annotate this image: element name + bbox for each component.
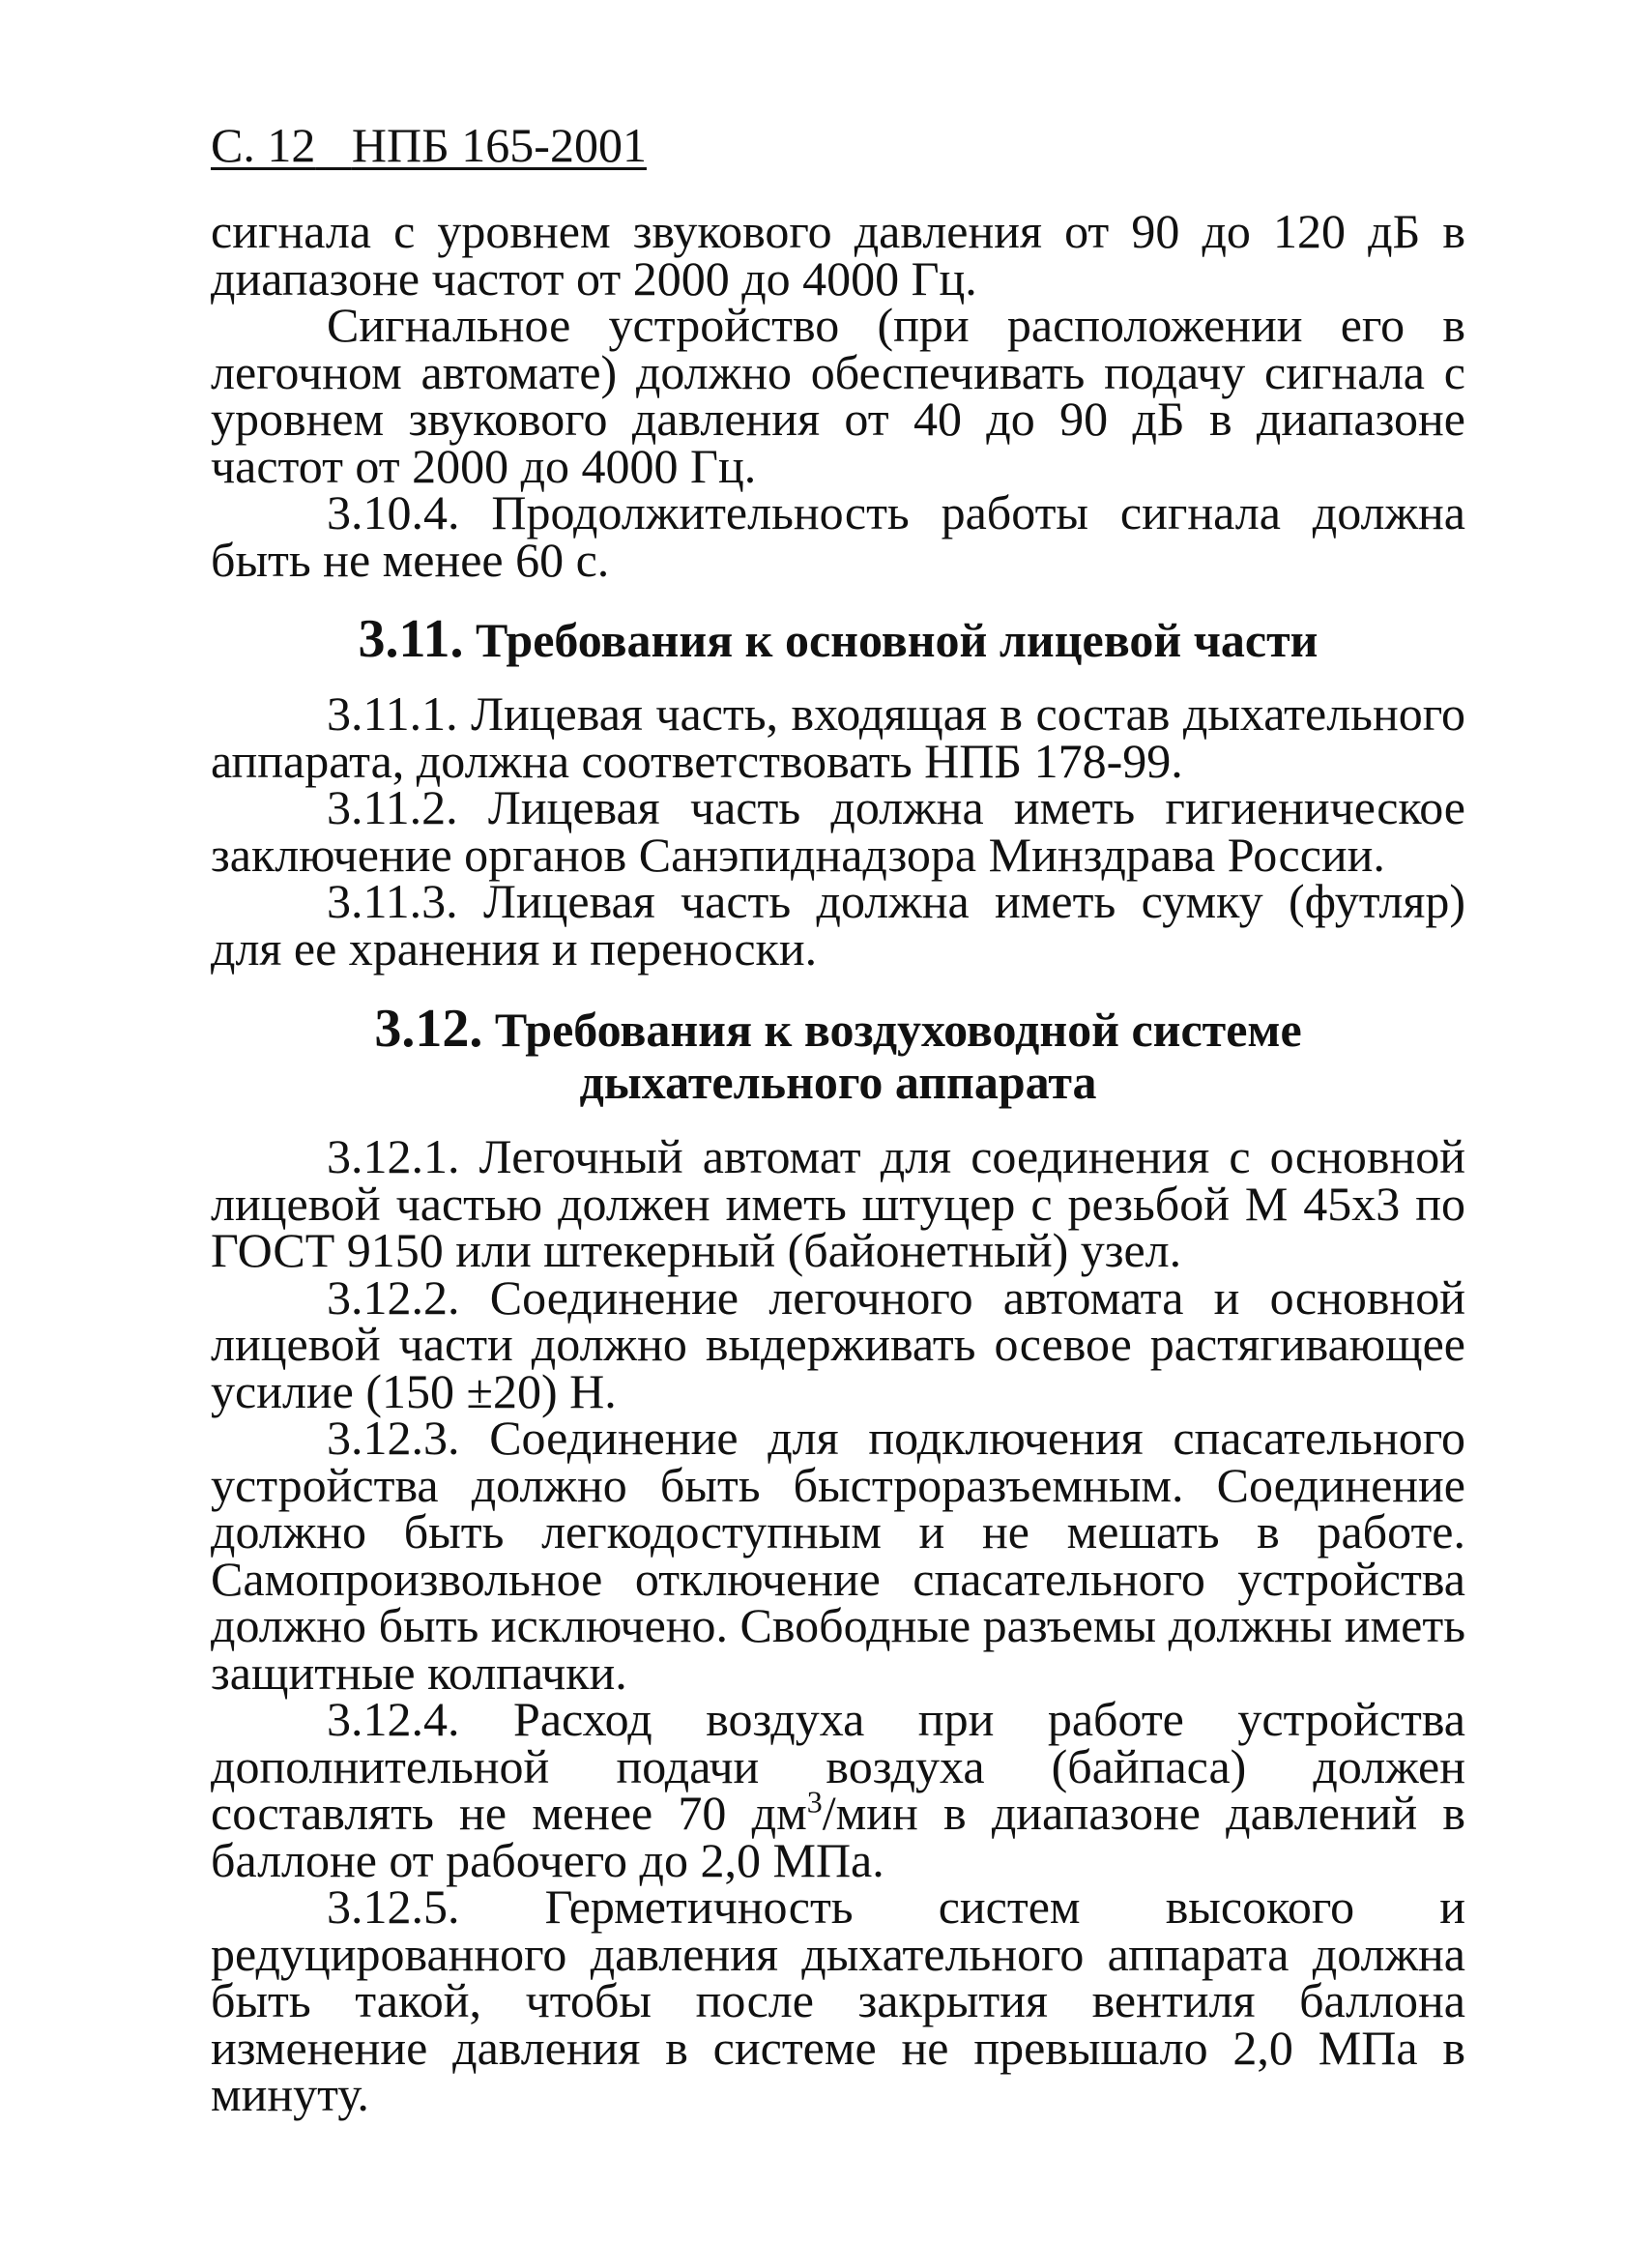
paragraph-3-12-4-text-end: /мин в диапазоне давлений в баллоне от рабочего до 2,0 МПа. bbox=[211, 1786, 1465, 1887]
paragraph-3-12-5: 3.12.5. Герметичность систем высокого и редуцированного давления дыхательного аппарата должна быть такой, чтобы после закрытия вентиля баллона изменение давления в системе не превышало 2,0 МПа в минуту. bbox=[211, 1879, 1465, 2121]
superscript-exponent: 3 bbox=[806, 1784, 823, 1820]
paragraph-3-11-2: 3.11.2. Лицевая часть должна иметь гигиеническое заключение органов Санэпиднадзора Минздрава России. bbox=[211, 780, 1465, 882]
section-heading-3-11 bbox=[211, 609, 1465, 669]
paragraph-3-10-4: 3.10.4. Продолжительность работы сигнала должна быть не менее 60 с. bbox=[211, 485, 1465, 587]
paragraph-3-12-4 bbox=[211, 1692, 1465, 1887]
section-title-line2: дыхательного аппарата bbox=[579, 1055, 1097, 1109]
section-heading-3-12 bbox=[211, 999, 1465, 1109]
page-number: С. 12 bbox=[211, 118, 316, 172]
section-number: 3.11. bbox=[358, 609, 464, 669]
paragraph-3-12-2: 3.12.2. Соединение легочного автомата и основной лицевой части должно выдерживать осевое растягивающее усилие (150 ±20) Н. bbox=[211, 1269, 1465, 1418]
paragraph-3-11-1: 3.11.1. Лицевая часть, входящая в состав дыхательного аппарата, должна соответствовать НПБ 178-99. bbox=[211, 686, 1465, 788]
page-header bbox=[211, 116, 647, 174]
paragraph-signal-device: Сигнальное устройство (при расположении его в легочном автомате) должно обеспечивать подачу сигнала с уровнем звукового давления от 40 до 90 дБ в диапазоне частот от 2000 до 4000 Гц. bbox=[211, 298, 1465, 493]
document-body bbox=[211, 204, 1465, 2121]
paragraph-signal-level: сигнала с уровнем звукового давления от 90 до 120 дБ в диапазоне частот от 2000 до 4000 Гц. bbox=[211, 204, 1465, 306]
document-code: НПБ 165-2001 bbox=[351, 118, 647, 172]
section-title-line1: Требования к воздуховодной системе bbox=[494, 1003, 1302, 1057]
paragraph-3-12-1: 3.12.1. Легочный автомат для соединения с основной лицевой частью должен иметь штуцер с резьбой М 45х3 по ГОСТ 9150 или штекерный (байонетный) узел. bbox=[211, 1129, 1465, 1277]
section-number: 3.12. bbox=[374, 999, 483, 1059]
paragraph-3-12-4-text: 3.12.4. Расход воздуха при работе устройства дополнительной подачи воздуха (байпаса) должен составлять не менее 70 дм bbox=[211, 1692, 1465, 1840]
section-title: Требования к основной лицевой части bbox=[475, 613, 1319, 667]
paragraph-3-11-3: 3.11.3. Лицевая часть должна иметь сумку (футляр) для ее хранения и переноски. bbox=[211, 874, 1465, 976]
paragraph-3-12-3: 3.12.3. Соединение для подключения спасательного устройства должно быть быстроразъемным. Соединение должно быть легкодоступным и не мешать в работе. Самопроизвольное отключение спасательного устройства должно быть исключено. Свободные разъемы должны иметь защитные колпачки. bbox=[211, 1411, 1465, 1700]
